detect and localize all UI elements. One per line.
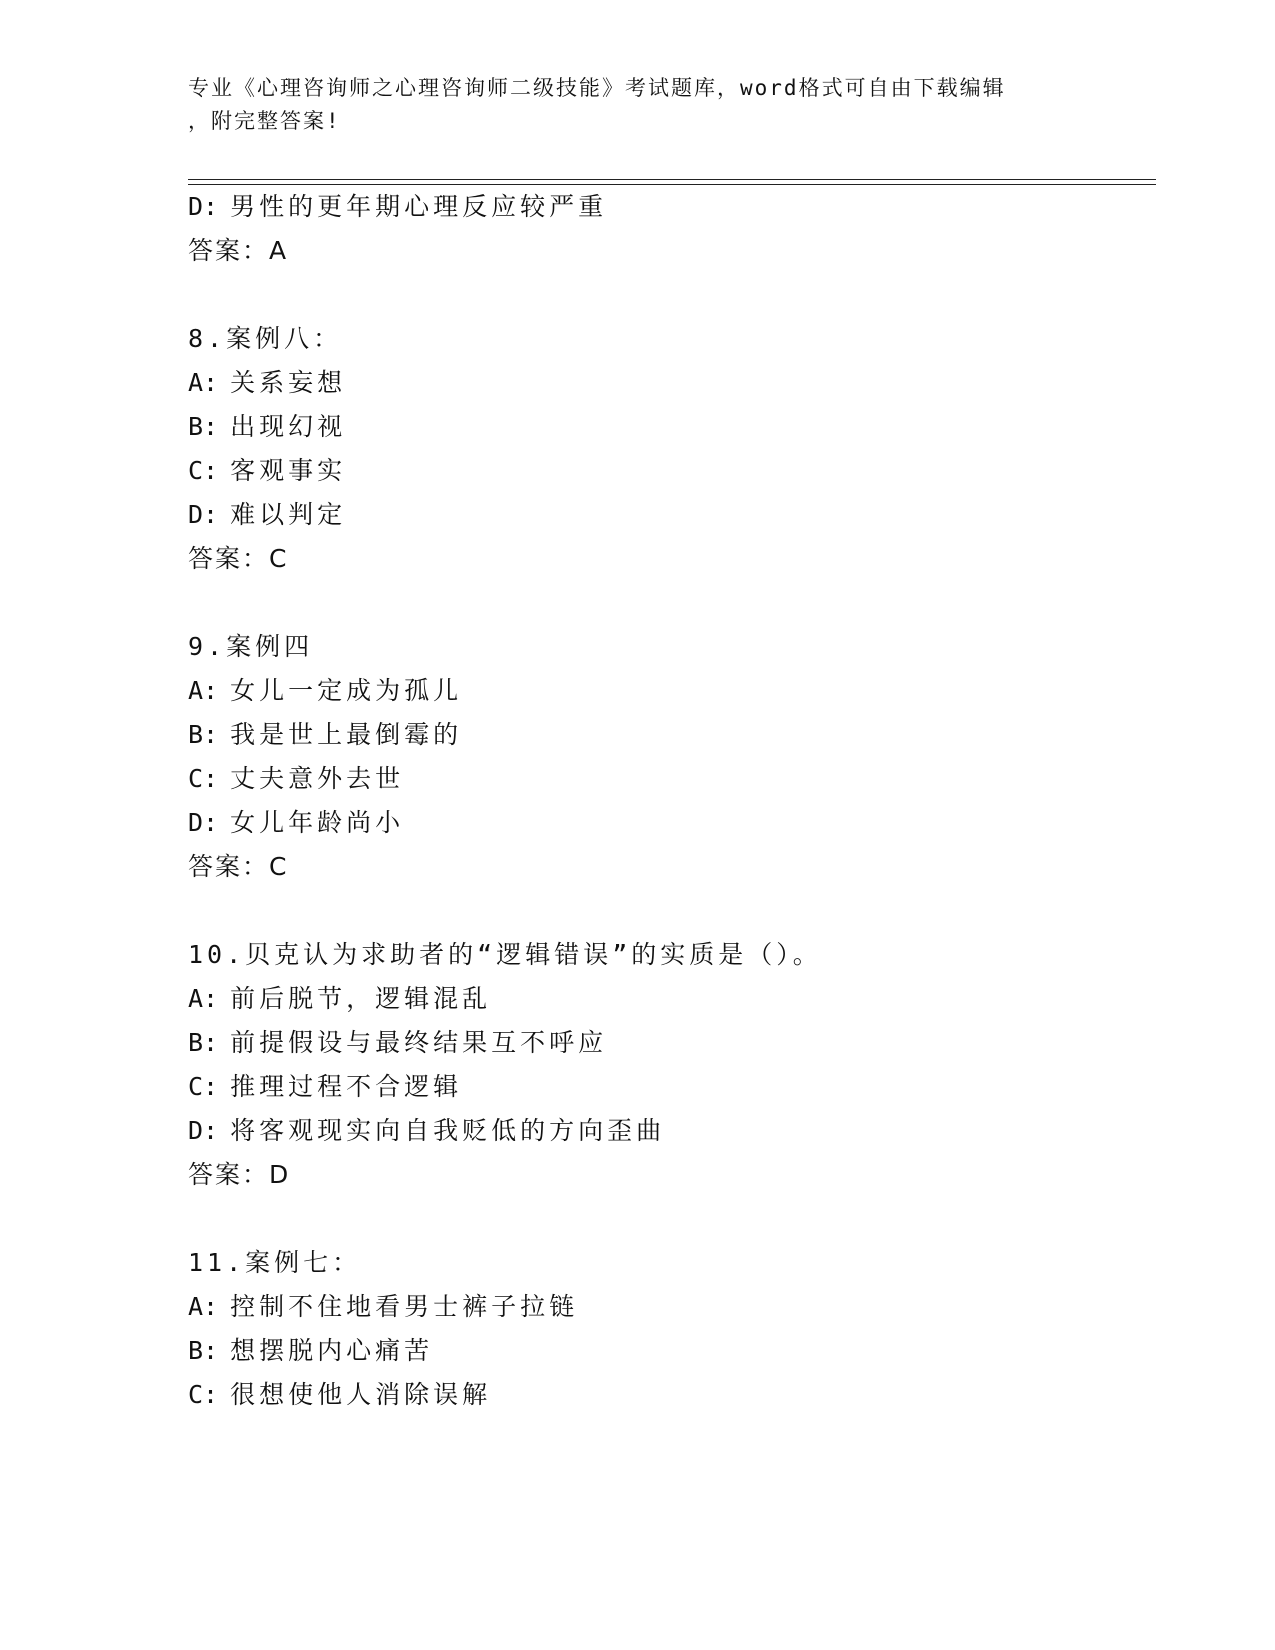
answer-line: 答案：A [188,236,289,265]
q9-option-d: D: 女儿年龄尚小 [188,808,405,837]
q8-answer: 答案：C [188,544,289,573]
question-11-title: 11.案例七： [188,1248,362,1277]
q9-option-b: B: 我是世上最倒霉的 [188,720,463,749]
question-10-title: 10.贝克认为求助者的“逻辑错误”的实质是（）。 [188,940,822,969]
q8-option-b: B: 出现幻视 [188,412,347,441]
q8-option-d: D: 难以判定 [188,500,347,529]
option-d: D: 男性的更年期心理反应较严重 [188,192,608,221]
header-line-1: 专业《心理咨询师之心理咨询师二级技能》考试题库，word格式可自由下载编辑 [188,76,1006,100]
q11-option-b: B: 想摆脱内心痛苦 [188,1336,434,1365]
q9-option-a: A: 女儿一定成为孤儿 [188,676,463,705]
q10-answer: 答案：D [188,1160,291,1189]
q10-option-b: B: 前提假设与最终结果互不呼应 [188,1028,608,1057]
q10-option-a: A: 前后脱节，逻辑混乱 [188,984,492,1013]
q8-option-c: C: 客观事实 [188,456,347,485]
header-line-2: ，附完整答案! [188,109,341,133]
q8-option-a: A: 关系妄想 [188,368,347,397]
q10-option-c: C: 推理过程不合逻辑 [188,1072,463,1101]
header-divider-top [188,179,1156,180]
question-8-title: 8.案例八： [188,324,343,353]
q9-answer: 答案：C [188,852,289,881]
header-divider-bottom [188,184,1156,185]
question-9-title: 9.案例四 [188,632,314,661]
q9-option-c: C: 丈夫意外去世 [188,764,405,793]
document-header [188,72,1088,138]
q11-option-a: A: 控制不住地看男士裤子拉链 [188,1292,579,1321]
q11-option-c: C: 很想使他人消除误解 [188,1380,492,1409]
q10-option-d: D: 将客观现实向自我贬低的方向歪曲 [188,1116,666,1145]
